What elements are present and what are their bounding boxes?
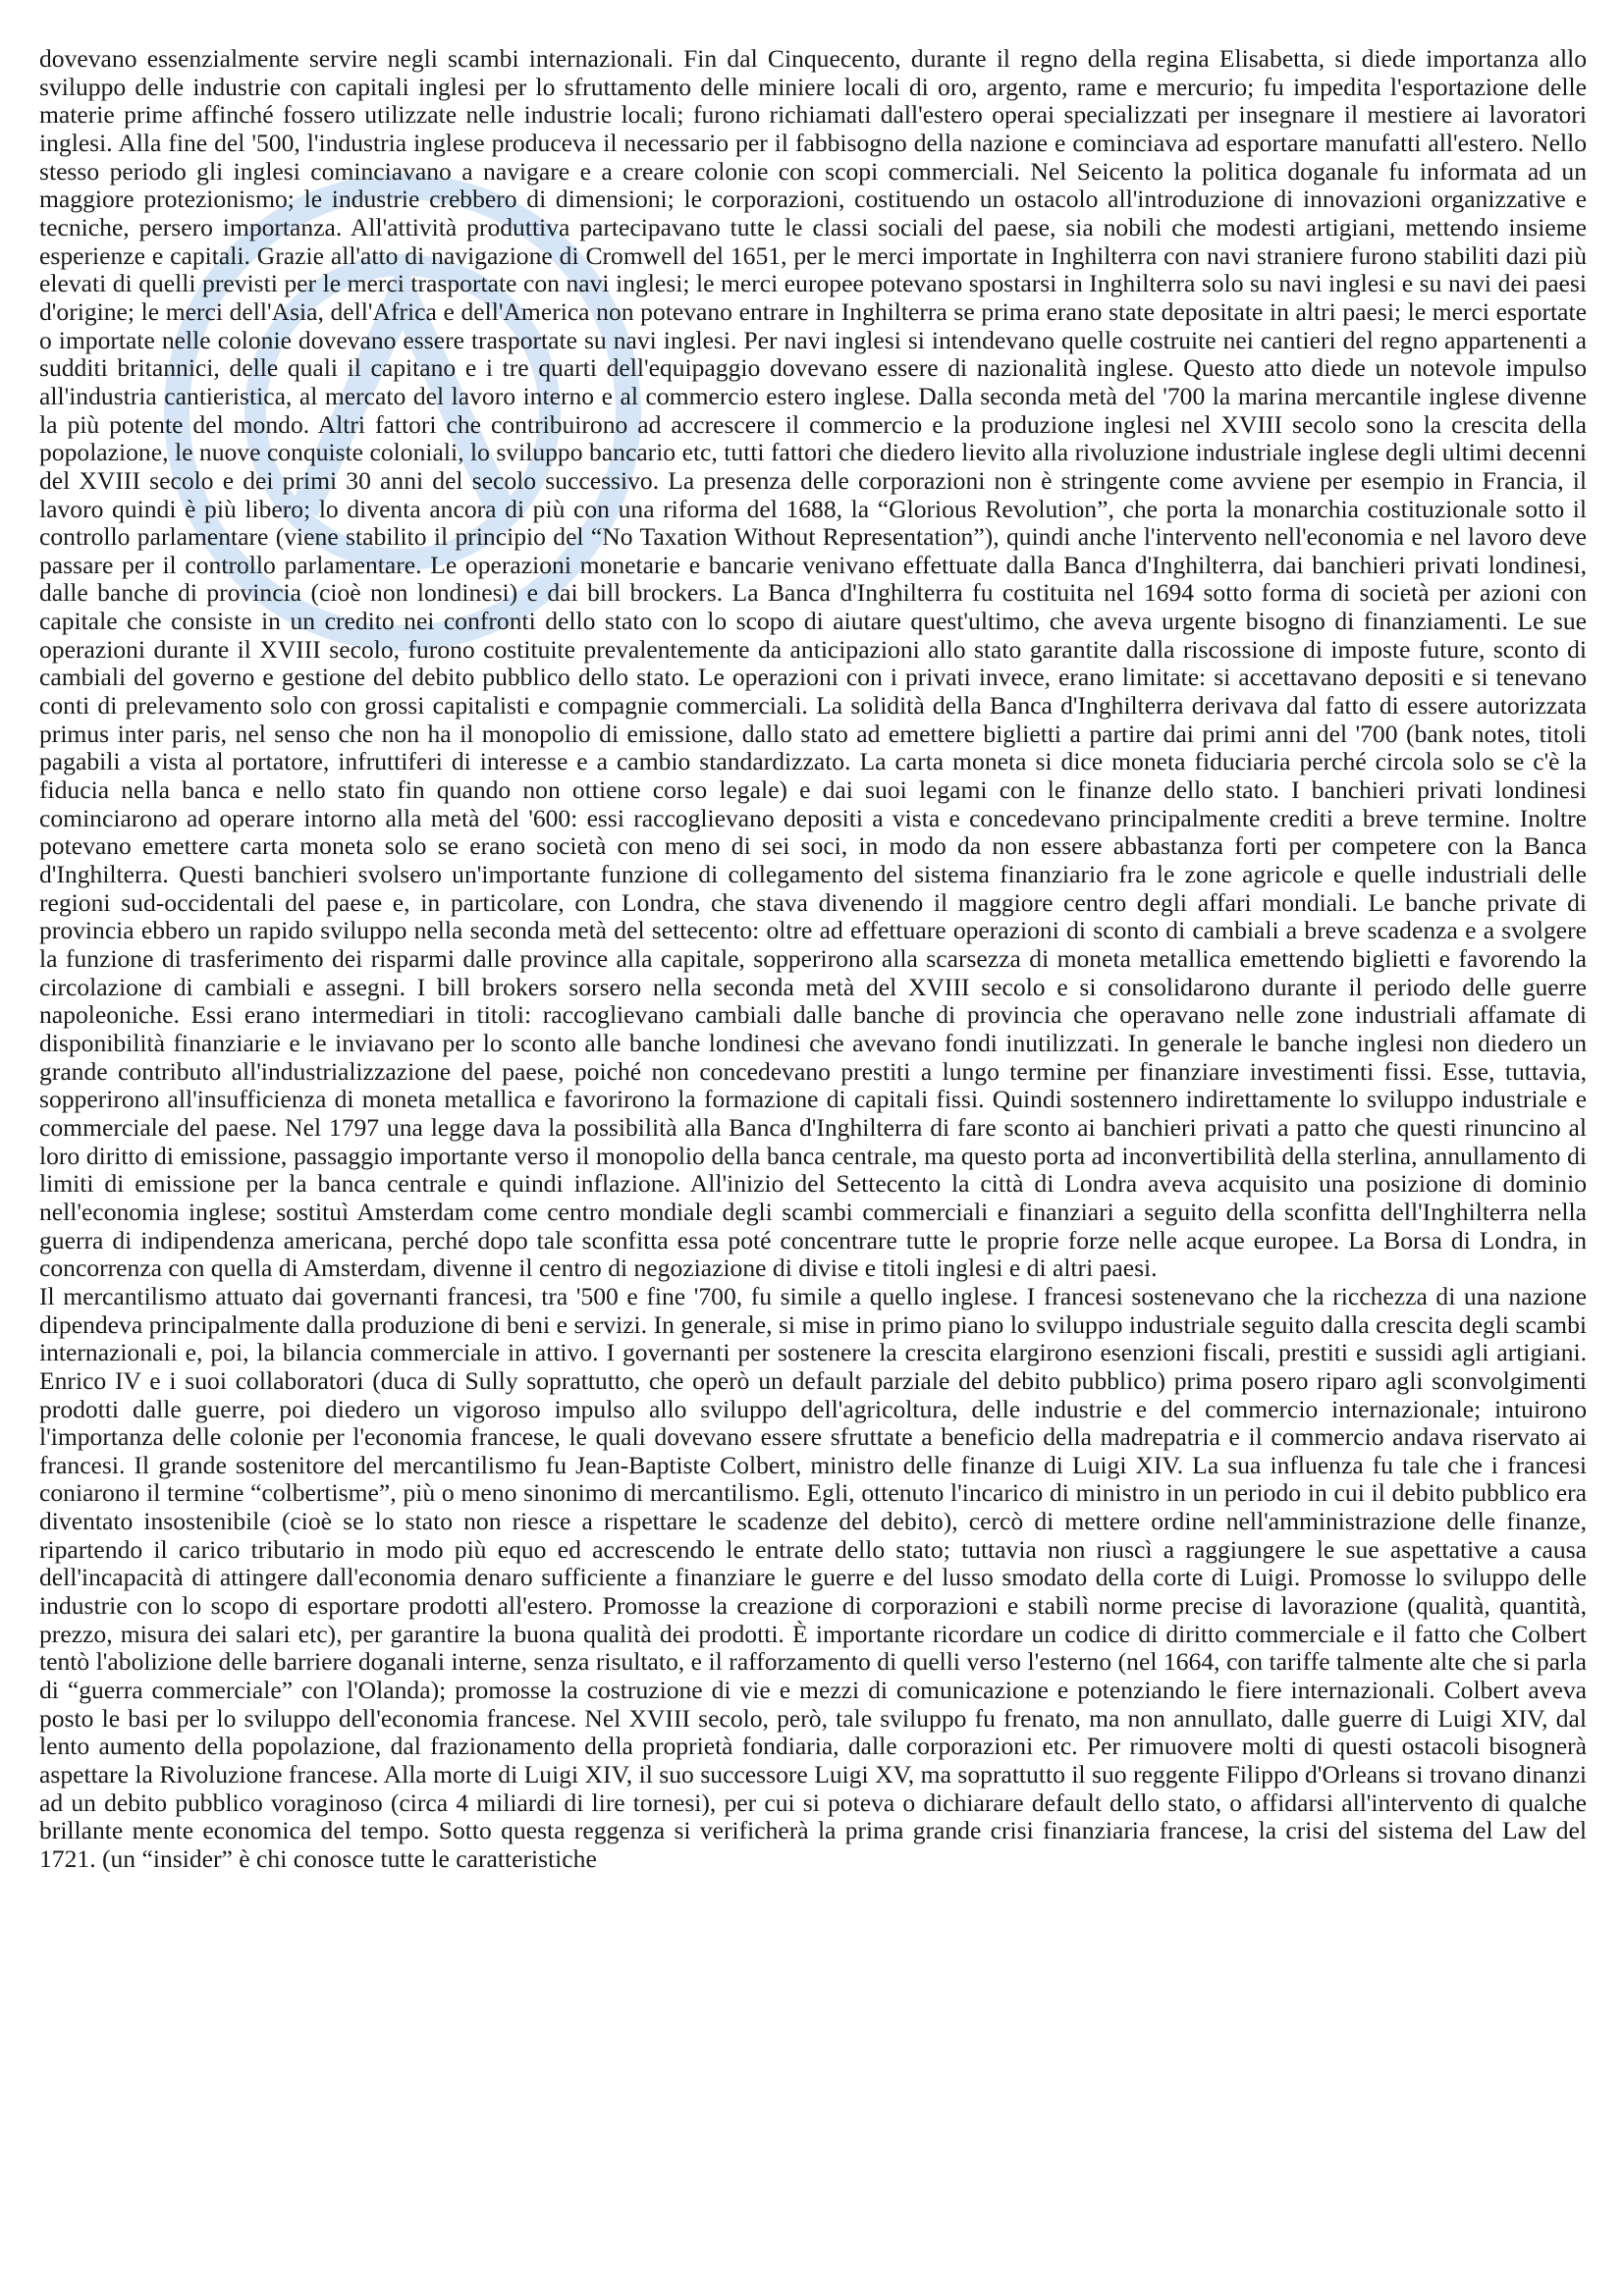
document-body bbox=[39, 45, 1587, 1874]
paragraph-1: dovevano essenzialmente servire negli scambi internazionali. Fin dal Cinquecento, durante il regno della regina Elisabetta, si diede importanza allo sviluppo delle industrie con capitali inglesi per lo sfruttamento delle miniere locali di oro, argento, rame e mercurio; fu impedita l'esportazione delle materie prime affinché fossero utilizzate nelle industrie locali; furono richiamati dall'estero operai specializzati per insegnare il mestiere ai lavoratori inglesi. Alla fine del '500, l'industria inglese produceva il necessario per il fabbisogno della nazione e cominciava ad esportare manufatti all'estero. Nello stesso periodo gli inglesi cominciavano a navigare e a creare colonie con scopi commerciali. Nel Seicento la politica doganale fu informata ad un maggiore protezionismo; le industrie crebbero di dimensioni; le corporazioni, costituendo un ostacolo all'introduzione di innovazioni organizzative e tecniche, persero importanza. All'attività produttiva partecipavano tutte le classi sociali del paese, sia nobili che modesti artigiani, mettendo insieme esperienze e capitali. Grazie all'atto di navigazione di Cromwell del 1651, per le merci importate in Inghilterra con navi straniere furono stabiliti dazi più elevati di quelli previsti per le merci trasportate con navi inglesi; le merci europee potevano spostarsi in Inghilterra solo su navi inglesi e su navi dei paesi d'origine; le merci dell'Asia, dell'Africa e dell'America non potevano entrare in Inghilterra se prima erano state depositate in altri paesi; le merci esportate o importate nelle colonie dovevano essere trasportate su navi inglesi. Per navi inglesi si intendevano quelle costruite nei cantieri del regno appartenenti a sudditi britannici, delle quali il capitano e i tre quarti dell'equipaggio dovevano essere di nazionalità inglese. Questo atto diede un notevole impulso all'industria cantieristica, al mercato del lavoro interno e al commercio estero inglese. Dalla seconda metà del '700 la marina mercantile inglese divenne la più potente del mondo. Altri fattori che contribuirono ad accrescere il commercio e la produzione inglesi nel XVIII secolo sono la crescita della popolazione, le nuove conquiste coloniali, lo sviluppo bancario etc, tutti fattori che diedero lievito alla rivoluzione industriale inglese degli ultimi decenni del XVIII secolo e dei primi 30 anni del secolo successivo. La presenza delle corporazioni non è stringente come avviene per esempio in Francia, il lavoro quindi è più libero; lo diventa ancora di più con una riforma del 1688, la “Glorious Revolution”, che porta la monarchia costituzionale sotto il controllo parlamentare (viene stabilito il principio del “No Taxation Without Representation”), quindi anche l'intervento nell'economia e nel lavoro deve passare per il controllo parlamentare. Le operazioni monetarie e bancarie venivano effettuate dalla Banca d'Inghilterra, dai banchieri privati londinesi, dalle banche di provincia (cioè non londinesi) e dai bill brockers. La Banca d'Inghilterra fu costituita nel 1694 sotto forma di società per azioni con capitale che consiste in un credito nei confronti dello stato con lo scopo di aiutare quest'ultimo, che aveva urgente bisogno di finanziamenti. Le sue operazioni durante il XVIII secolo, furono costituite prevalentemente da anticipazioni allo stato garantite dalla riscossione di imposte future, sconto di cambiali del governo e gestione del debito pubblico dello stato. Le operazioni con i privati invece, erano limitate: si accettavano depositi e si tenevano conti di prelevamento solo con grossi capitalisti e compagnie commerciali. La solidità della Banca d'Inghilterra derivava dal fatto di essere autorizzata primus inter paris, nel senso che non ha il monopolio di emissione, dallo stato ad emettere biglietti a partire dai primi anni del '700 (bank notes, titoli pagabili a vista al portatore, infruttiferi di interesse e a cambio standardizzato. La carta moneta si dice moneta fiduciaria perché circola solo se c'è la fiducia nella banca e nello stato fin quando non ottiene corso legale) e dai suoi legami con le finanze dello stato. I banchieri privati londinesi cominciarono ad operare intorno alla metà del '600: essi raccoglievano depositi a vista e concedevano principalmente crediti a breve termine. Inoltre potevano emettere carta moneta solo se erano società con meno di sei soci, in modo da non essere abbastanza forti per competere con la Banca d'Inghilterra. Questi banchieri svolsero un'importante funzione di collegamento del sistema finanziario fra le zone agricole e quelle industriali delle regioni sud-occidentali del paese e, in particolare, con Londra, che stava divenendo il maggiore centro degli affari mondiali. Le banche private di provincia ebbero un rapido sviluppo nella seconda metà del settecento: oltre ad effettuare operazioni di sconto di cambiali a breve scadenza e a svolgere la funzione di trasferimento dei risparmi dalle province alla capitale, sopperirono alla scarsezza di moneta metallica emettendo biglietti e favorendo la circolazione di cambiali e assegni. I bill brokers sorsero nella seconda metà del XVIII secolo e si consolidarono durante il periodo delle guerre napoleoniche. Essi erano intermediari in titoli: raccoglievano cambiali dalle banche di provincia che operavano nelle zone industriali affamate di disponibilità finanziarie e le inviavano per lo sconto alle banche londinesi che avevano fondi inutilizzati. In generale le banche inglesi non diedero un grande contributo all'industrializzazione del paese, poiché non concedevano prestiti a lungo termine per finanziare investimenti fissi. Esse, tuttavia, sopperirono all'insufficienza di moneta metallica e favorirono la formazione di capitali fissi. Quindi sostennero indirettamente lo sviluppo industriale e commerciale del paese. Nel 1797 una legge dava la possibilità alla Banca d'Inghilterra di fare sconto ai banchieri privati a patto che questi rinuncino al loro diritto di emissione, passaggio importante verso il monopolio della banca centrale, ma questo porta ad inconvertibilità della sterlina, annullamento di limiti di emissione per la banca centrale e quindi inflazione. All'inizio del Settecento la città di Londra aveva acquisito una posizione di dominio nell'economia inglese; sostituì Amsterdam come centro mondiale degli scambi commerciali e finanziari a seguito della sconfitta dell'Inghilterra nella guerra di indipendenza americana, perché dopo tale sconfitta essa poté concentrare tutte le proprie forze nelle acque europee. La Borsa di Londra, in concorrenza con quella di Amsterdam, divenne il centro di negoziazione di divise e titoli inglesi e di altri paesi. bbox=[39, 44, 1587, 1283]
paragraph-2: Il mercantilismo attuato dai governanti francesi, tra '500 e fine '700, fu simile a quello inglese. I francesi sostenevano che la ricchezza di una nazione dipendeva principalmente dalla produzione di beni e servizi. In generale, si mise in primo piano lo sviluppo industriale seguito dalla crescita degli scambi internazionali e, poi, la bilancia commerciale in attivo. I governanti per sostenere la crescita elargirono esenzioni fiscali, prestiti e sussidi agli artigiani. Enrico IV e i suoi collaboratori (duca di Sully soprattutto, che operò un default parziale del debito pubblico) prima posero riparo agli sconvolgimenti prodotti dalle guerre, poi diedero un vigoroso impulso allo sviluppo dell'agricoltura, delle industrie e del commercio internazionale; intuirono l'importanza delle colonie per l'economia francese, le quali dovevano essere sfruttate a beneficio della madrepatria e il commercio andava riservato ai francesi. Il grande sostenitore del mercantilismo fu Jean-Baptiste Colbert, ministro delle finanze di Luigi XIV. La sua influenza fu tale che i francesi coniarono il termine “colbertisme”, più o meno sinonimo di mercantilismo. Egli, ottenuto l'incarico di ministro in un periodo in cui il debito pubblico era diventato insostenibile (cioè se lo stato non riesce a rispettare le scadenze del debito), cercò di mettere ordine nell'amministrazione delle finanze, ripartendo il carico tributario in modo più equo ed accrescendo le entrate dello stato; tuttavia non riuscì a raggiungere le sue aspettative a causa dell'incapacità di attingere dall'economia denaro sufficiente a finanziare le guerre e del lusso smodato della corte di Luigi. Promosse lo sviluppo delle industrie con lo scopo di esportare prodotti all'estero. Promosse la creazione di corporazioni e stabilì norme precise di lavorazione (qualità, quantità, prezzo, misura dei salari etc), per garantire la buona qualità dei prodotti. È importante ricordare un codice di diritto commerciale e il fatto che Colbert tentò l'abolizione delle barriere doganali interne, senza risultato, e il rafforzamento di quelli verso l'esterno (nel 1664, con tariffe talmente alte che si parla di “guerra commerciale” con l'Olanda); promosse la costruzione di vie e mezzi di comunicazione e potenziando le fiere internazionali. Colbert aveva posto le basi per lo sviluppo dell'economia francese. Nel XVIII secolo, però, tale sviluppo fu frenato, ma non annullato, dalle guerre di Luigi XIV, dal lento aumento della popolazione, dal frazionamento della proprietà fondiaria, dalle corporazioni etc. Per rimuovere molti di questi ostacoli bisognerà aspettare la Rivoluzione francese. Alla morte di Luigi XIV, il suo successore Luigi XV, ma soprattutto il suo reggente Filippo d'Orleans si trovano dinanzi ad un debito pubblico voraginoso (circa 4 miliardi di lire tornesi), per cui si poteva o dichiarare default dello stato, o affidarsi all'intervento di qualche brillante mente economica del tempo. Sotto questa reggenza si verificherà la prima grande crisi finanziaria francese, la crisi del sistema del Law del 1721. (un “insider” è chi conosce tutte le caratteristiche bbox=[39, 1281, 1587, 1873]
